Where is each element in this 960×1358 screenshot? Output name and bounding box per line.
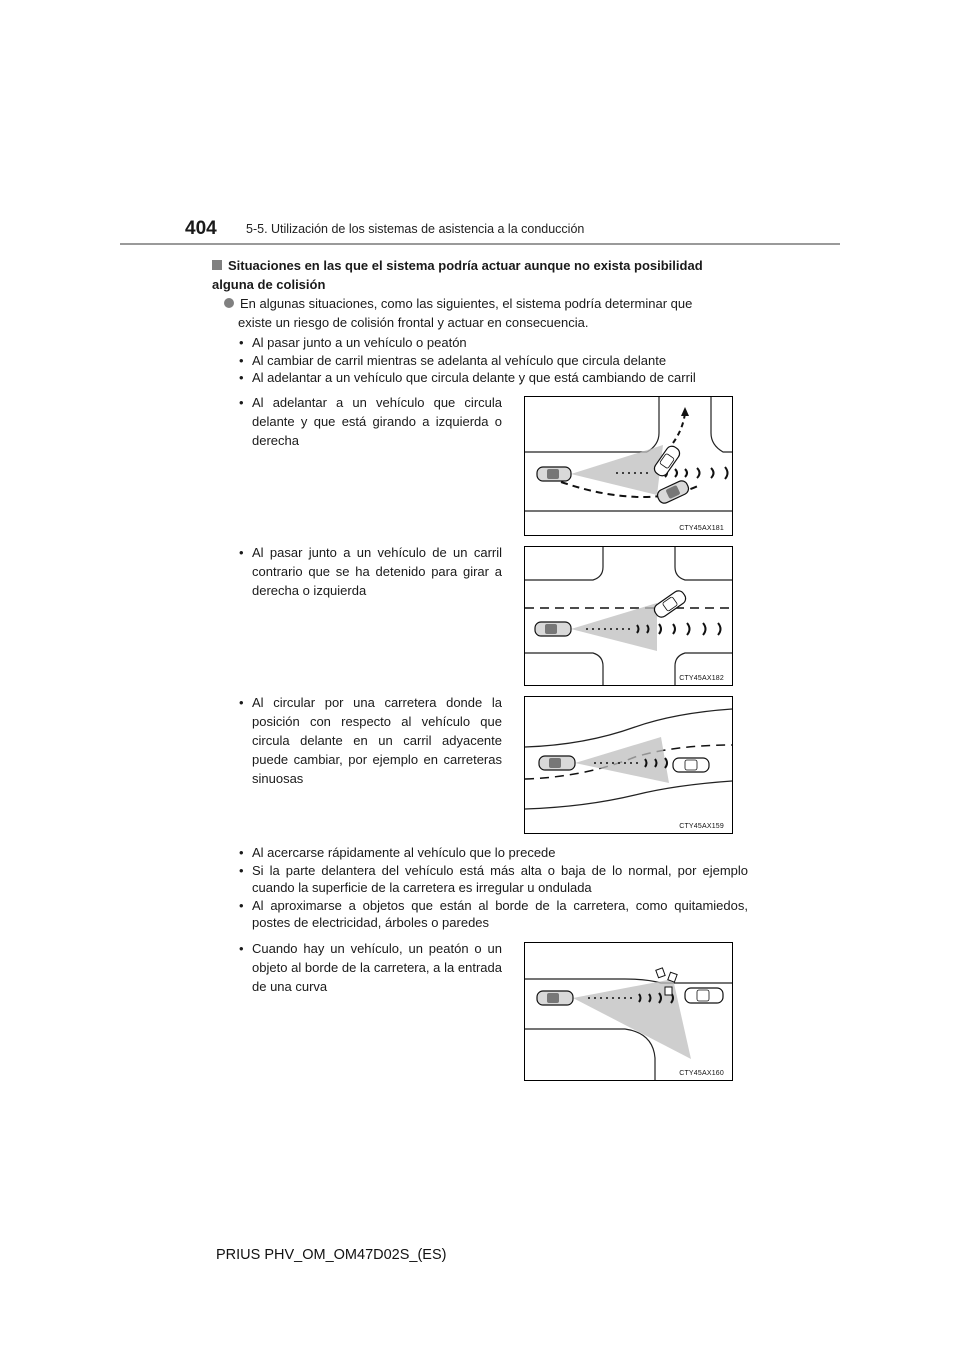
list-item: • Al pasar junto a un vehículo o peatón [236,334,748,352]
chapter-title: 5-5. Utilización de los sistemas de asistencia a la conducción [246,222,585,236]
list-item: • Cuando hay un vehículo, un peatón o un objeto al borde de la carretera, a la entrada de una curva [236,939,502,996]
list-item: • Al cambiar de carril mientras se adelanta al vehículo que circula delante [236,352,748,370]
intro-paragraph [224,294,747,332]
header-divider [120,243,840,245]
list-item: • Si la parte delantera del vehículo está más alta o baja de lo normal, por ejemplo cuando la superficie de la carretera es irregular u ondulada [236,862,748,897]
figure-caption-2 [236,543,502,600]
list-item: • Al adelantar a un vehículo que circula delante y que está cambiando de carril [236,369,748,387]
figure-caption-3 [236,693,502,788]
circle-bullet-icon [224,298,234,308]
section-heading-line2: alguna de colisión [212,277,326,292]
intro-line2: existe un riesgo de colisión frontal y actuar en consecuencia. [238,315,589,330]
list-item: • Al circular por una carretera donde la posición con respecto al vehículo que circula delante en un carril adyacente puede cambiar, por ejemplo en carreteras sinuosas [236,693,502,788]
figure-1-overtake-turning [524,396,733,536]
page-number: 404 [185,218,217,239]
figure-code: CTY45AX159 [679,823,724,830]
figure-3-illustration [525,697,732,833]
figure-2-illustration [525,547,732,685]
figure-3-winding-road [524,696,733,834]
list-item: • Al pasar junto a un vehículo de un carril contrario que se ha detenido para girar a derecha o izquierda [236,543,502,600]
section-heading-line1: Situaciones en las que el sistema podría actuar aunque no exista posibilidad [228,258,703,273]
footer-document-id: PRIUS PHV_OM_OM47D02S_(ES) [216,1247,447,1263]
figure-4-curve-entrance [524,942,733,1081]
figure-code: CTY45AX182 [679,675,724,682]
figure-4-illustration [525,943,732,1080]
bullet-list-top [236,334,748,387]
figure-2-oncoming-turning [524,546,733,686]
figure-code: CTY45AX181 [679,525,724,532]
list-item: • Al adelantar a un vehículo que circula delante y que está girando a izquierda o derecha [236,393,502,450]
list-item: • Al aproximarse a objetos que están al borde de la carretera, como quitamiedos, postes de electricidad, árboles o paredes [236,897,748,932]
bullet-list-bottom [236,844,748,932]
figure-caption-4 [236,939,502,996]
square-bullet-icon [212,260,222,270]
section-heading [212,256,747,294]
figure-1-illustration [525,397,732,535]
list-item: • Al acercarse rápidamente al vehículo que lo precede [236,844,748,862]
figure-code: CTY45AX160 [679,1070,724,1077]
figure-caption-1 [236,393,502,450]
intro-line1: En algunas situaciones, como las siguientes, el sistema podría determinar que [240,296,693,311]
